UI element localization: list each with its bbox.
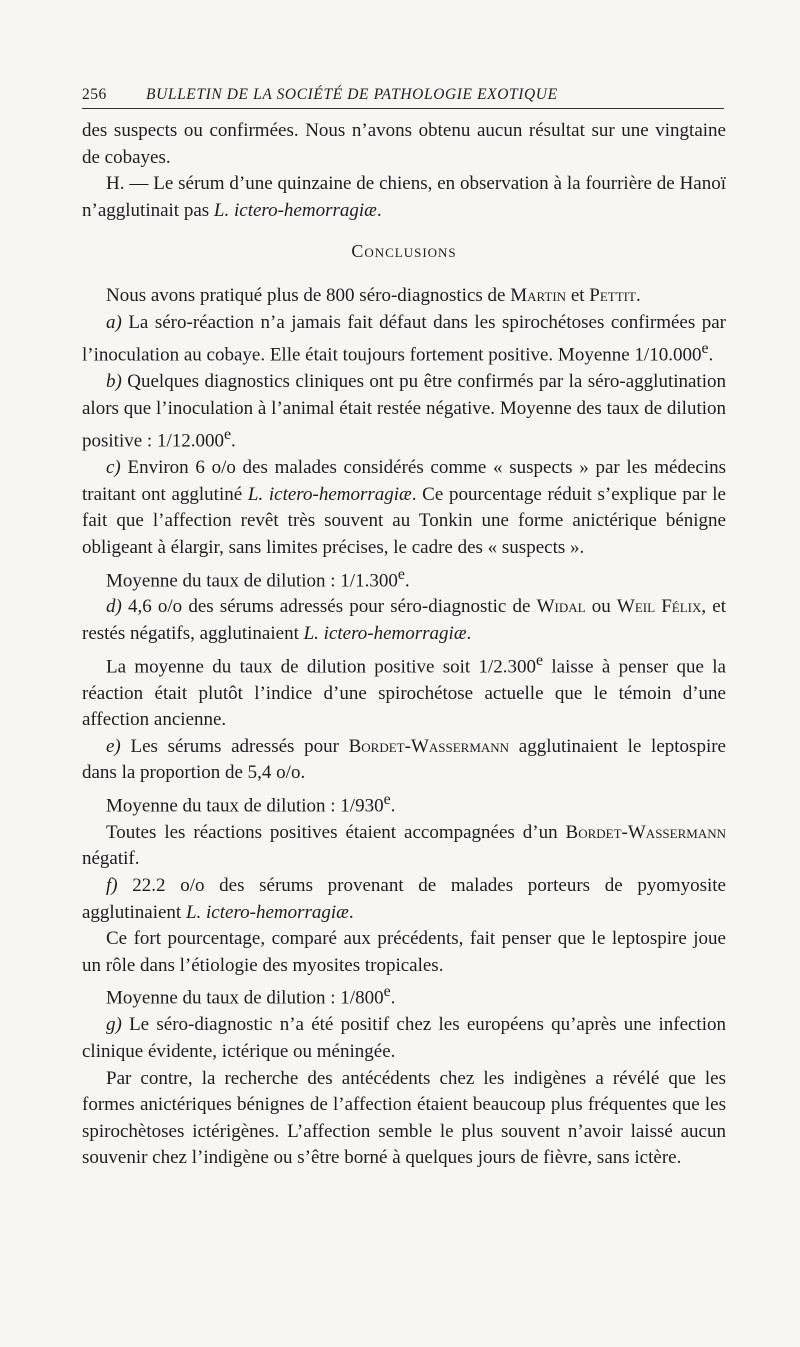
paragraph-text: des suspects ou confirmées. Nous n’avons obtenu aucun résultat sur une vingtaine de cobayes. — [82, 120, 726, 168]
conclusion-f-comment — [82, 926, 726, 979]
item-letter: a) — [106, 311, 122, 333]
conclusion-c-average — [82, 562, 726, 595]
paragraph-text: Moyenne du taux de dilution : 1/1.300 — [106, 569, 398, 591]
item-letter: b) — [106, 371, 122, 393]
conclusions-heading: Conclusions — [351, 241, 457, 262]
conclusion-f-average — [82, 979, 726, 1012]
paragraph-text: H. — Le sérum d’une quinzaine de chiens, en observation à la fourrière de Hanoï n’agglutinait pas — [82, 173, 726, 221]
species-name: L. ictero-hemorragiæ — [213, 199, 377, 221]
paragraph-text: . Ce pourcentage réduit s’explique par le fait que l’affection revêt très souvent au Tonkin une forme anictérique bénigne obligeant à élargir, sans limites précises, le cadre des « suspects ». — [82, 483, 726, 558]
punctuation: . — [348, 901, 354, 923]
article-body — [82, 118, 726, 1172]
author-name: Pettit — [589, 284, 636, 306]
punctuation: . — [404, 569, 410, 591]
punctuation: . — [466, 623, 472, 645]
punctuation: . — [635, 284, 641, 306]
item-letter: f) — [106, 875, 118, 897]
paragraph-text: négatif. — [82, 848, 140, 870]
conclusion-c — [82, 455, 726, 561]
running-head — [82, 84, 724, 109]
superscript: e — [397, 565, 405, 583]
punctuation: . — [390, 795, 396, 817]
paragraph-intro — [82, 283, 726, 310]
paragraph-text: , et restés négatifs, agglutinaient — [82, 596, 726, 645]
paragraph-text: Quelques diagnostics cliniques ont pu être confirmés par la séro-agglutination alors que l’inoculation à l’animal était restée négative. Moyenne des taux de dilution positive : 1/12.000 — [82, 371, 726, 452]
conclusion-b — [82, 369, 726, 455]
punctuation: . — [390, 987, 396, 1009]
punctuation: . — [708, 344, 714, 366]
conjunction: et — [566, 284, 590, 306]
author-name: Bordet-Wassermann — [348, 735, 510, 757]
author-name: Weil Félix — [616, 596, 702, 618]
conclusion-e-note — [82, 820, 726, 873]
conclusion-d — [82, 594, 726, 647]
paragraph-h — [82, 171, 726, 224]
species-name: L. ictero-hemorragiæ — [185, 901, 349, 923]
paragraph-text: Les sérums adressés pour — [120, 735, 349, 757]
superscript: e — [383, 983, 391, 1001]
species-name: L. ictero-hemorragiæ — [247, 483, 412, 505]
paragraph-text: 4,6 o/o des sérums adressés pour séro-diagnostic de — [121, 596, 537, 618]
species-name: L. ictero-hemorragiæ — [303, 623, 467, 645]
conclusion-g-comment — [82, 1066, 726, 1172]
conclusion-d-average — [82, 648, 726, 734]
item-letter: g) — [106, 1014, 122, 1036]
paragraph-text: Par contre, la recherche des antécédents chez les indigènes a révélé que les formes anictériques bénignes de l’affection étaient beaucoup plus fréquentes que les spirochètoses ictérigènes. L’affection semble le plus souvent n’avoir laissé aucun souvenir chez l’indigène ou s’être borné à quelques jours de fièvre, sans ictère. — [82, 1067, 726, 1169]
paragraph-text: Moyenne du taux de dilution : 1/800 — [106, 987, 384, 1009]
paragraph-text: agglutinaient le leptospire dans la proportion de 5,4 o/o. — [82, 735, 726, 784]
superscript: e — [701, 340, 709, 358]
paragraph-text: Toutes les réactions positives étaient accompagnées d’un — [106, 821, 566, 843]
conclusion-e-average — [82, 787, 726, 820]
superscript: e — [383, 790, 391, 808]
paragraph-text: Nous avons pratiqué plus de 800 séro-diagnostics de — [106, 284, 511, 306]
author-name: Bordet-Wassermann — [565, 821, 726, 843]
journal-title: BULLETIN DE LA SOCIÉTÉ DE PATHOLOGIE EXOTIQUE — [146, 86, 558, 103]
superscript: e — [223, 426, 232, 444]
paragraph-text: Moyenne du taux de dilution : 1/930 — [106, 795, 384, 817]
page-number: 256 — [82, 86, 107, 103]
paragraph-text: La moyenne du taux de dilution positive soit 1/2.300 — [106, 656, 537, 677]
item-letter: e) — [106, 735, 121, 757]
author-name: Widal — [536, 596, 586, 618]
conclusion-f — [82, 873, 726, 926]
paragraph-text: 22.2 o/o des sérums provenant de malades porteurs de pyomyosite agglutinaient — [82, 875, 726, 923]
author-name: Martin — [510, 284, 567, 306]
paragraph-text: Environ 6 o/o des malades considérés comme « suspects » par les médecins traitant ont agglutiné — [82, 457, 726, 505]
paragraph-text: laisse à penser que la réaction était plutôt l’indice d’une spirochétose actuelle que le témoin d’une affection ancienne. — [82, 656, 726, 731]
conclusion-a — [82, 310, 726, 370]
paragraph-continuation — [82, 118, 726, 171]
paragraph-text: Ce fort pourcentage, comparé aux précédents, fait penser que le leptospire joue un rôle dans l’étiologie des myosites tropicales. — [82, 928, 726, 976]
item-letter: c) — [106, 457, 121, 479]
conclusion-g — [82, 1012, 726, 1065]
paragraph-text: Le séro-diagnostic n’a été positif chez les européens qu’après une infection clinique évidente, ictérique ou méningée. — [82, 1014, 726, 1062]
punctuation: . — [376, 199, 382, 221]
conjunction: ou — [585, 596, 617, 618]
superscript: e — [536, 651, 544, 669]
punctuation: . — [231, 430, 236, 452]
paragraph-text: La séro-réaction n’a jamais fait défaut dans les spirochétoses confirmées par l’inoculation au cobaye. Elle était toujours fortement positive. Moyenne 1/10.000 — [82, 311, 726, 366]
item-letter: d) — [106, 596, 122, 618]
conclusion-e — [82, 734, 726, 787]
